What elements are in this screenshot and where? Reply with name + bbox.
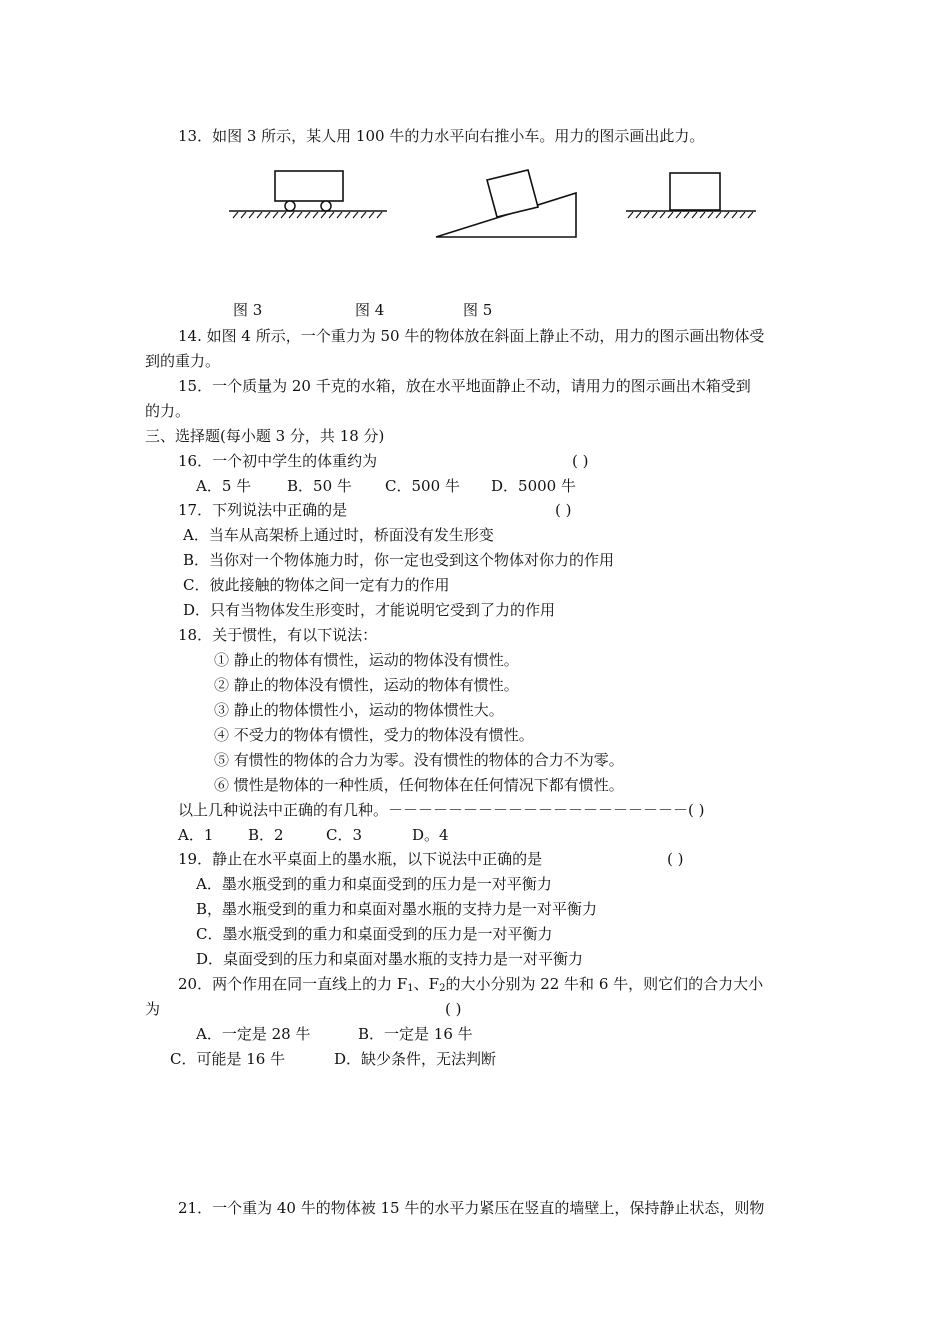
question-18-statement-6: ⑥ 惯性是物体的一种性质，任何物体在任何情况下都有惯性。 [214,776,624,794]
question-20-line1 [178,974,763,999]
question-17-option-d: D．只有当物体发生形变时，才能说明它受到了力的作用 [183,601,556,619]
figure-3-label: 图 3 [233,301,263,319]
question-14-line2: 到的重力。 [145,352,221,370]
question-16-answer-paren: ( ) [572,452,589,470]
question-18-statement-5: ⑤ 有惯性的物体的合力为零。没有惯性的物体的合力不为零。 [214,751,624,769]
question-19-option-c: C．墨水瓶受到的重力和桌面受到的压力是一对平衡力 [196,925,553,943]
question-19-answer-paren: ( ) [667,850,684,868]
question-13: 13．如图 3 所示，某人用 100 牛的力水平向右推小车。用力的图示画出此力。 [178,127,705,145]
f1-subscript: 1 [407,983,414,994]
question-20-answer-paren: ( ) [445,1000,462,1018]
figure-3-cart-diagram [225,165,395,225]
question-16-option-b: B．50 牛 [287,477,352,495]
question-16-option-d: D．5000 牛 [491,477,576,495]
question-20-option-c: C．可能是 16 牛 [170,1050,286,1068]
section-3-heading: 三、选择题(每小题 3 分，共 18 分) [145,427,385,445]
question-18-prompt: 以上几种说法中正确的有几种。－－－－－－－－－－－－－－－－－－－－( ) [178,801,705,819]
question-18-option-c: C．3 [326,826,363,844]
question-18: 18．关于惯性，有以下说法： [178,626,378,644]
question-19: 19．静止在水平桌面上的墨水瓶，以下说法中正确的是 [178,850,543,868]
figure-5-box-diagram [622,165,762,225]
question-18-option-a: A．1 [178,826,214,844]
question-18-statement-1: ① 静止的物体有惯性，运动的物体没有惯性。 [214,651,519,669]
figure-4-incline-diagram [430,165,580,245]
question-18-option-d: D。4 [412,826,449,844]
question-20-line2: 为 [145,1000,161,1018]
question-17: 17．下列说法中正确的是 [178,501,348,519]
question-18-statement-3: ③ 静止的物体惯性小，运动的物体惯性大。 [214,701,504,719]
question-20-text-mid: 、F [413,975,440,993]
question-17-option-b: B．当你对一个物体施力时，你一定也受到这个物体对你力的作用 [183,551,615,569]
question-18-option-b: B．2 [248,826,284,844]
figure-4-label: 图 4 [355,301,385,319]
question-19-option-a: A．墨水瓶受到的重力和桌面受到的压力是一对平衡力 [196,875,552,893]
f2-subscript: 2 [439,983,446,994]
question-17-option-c: C．彼此接触的物体之间一定有力的作用 [183,576,450,594]
question-15-line2: 的力。 [145,402,191,420]
question-19-option-d: D．桌面受到的压力和桌面对墨水瓶的支持力是一对平衡力 [196,950,584,968]
question-16-option-a: A．5 牛 [196,477,252,495]
question-20-option-b: B．一定是 16 牛 [358,1025,473,1043]
question-16: 16．一个初中学生的体重约为 [178,452,378,470]
question-21: 21．一个重为 40 牛的物体被 15 牛的水平力紧压在竖直的墙壁上，保持静止状态，则物 [178,1199,765,1217]
question-20-option-a: A．一定是 28 牛 [196,1025,311,1043]
question-17-answer-paren: ( ) [555,501,572,519]
question-20-text-end: 的大小分别为 22 牛和 6 牛，则它们的合力大小 [445,975,764,993]
figure-5-label: 图 5 [463,301,493,319]
question-19-option-b: B，墨水瓶受到的重力和桌面对墨水瓶的支持力是一对平衡力 [196,900,598,918]
question-20-option-d: D．缺少条件，无法判断 [334,1050,497,1068]
question-20-text-start: 20．两个作用在同一直线上的力 F [178,975,408,993]
question-18-statement-2: ② 静止的物体没有惯性，运动的物体有惯性。 [214,676,519,694]
question-17-option-a: A．当车从高架桥上通过时，桥面没有发生形变 [183,526,494,544]
question-18-statement-4: ④ 不受力的物体有惯性，受力的物体没有惯性。 [214,726,534,744]
question-16-option-c: C．500 牛 [385,477,460,495]
question-14-line1: 14. 如图 4 所示，一个重力为 50 牛的物体放在斜面上静止不动，用力的图示画出物体受 [178,327,765,345]
question-15-line1: 15．一个质量为 20 千克的水箱，放在水平地面静止不动，请用力的图示画出木箱受到 [178,377,751,395]
